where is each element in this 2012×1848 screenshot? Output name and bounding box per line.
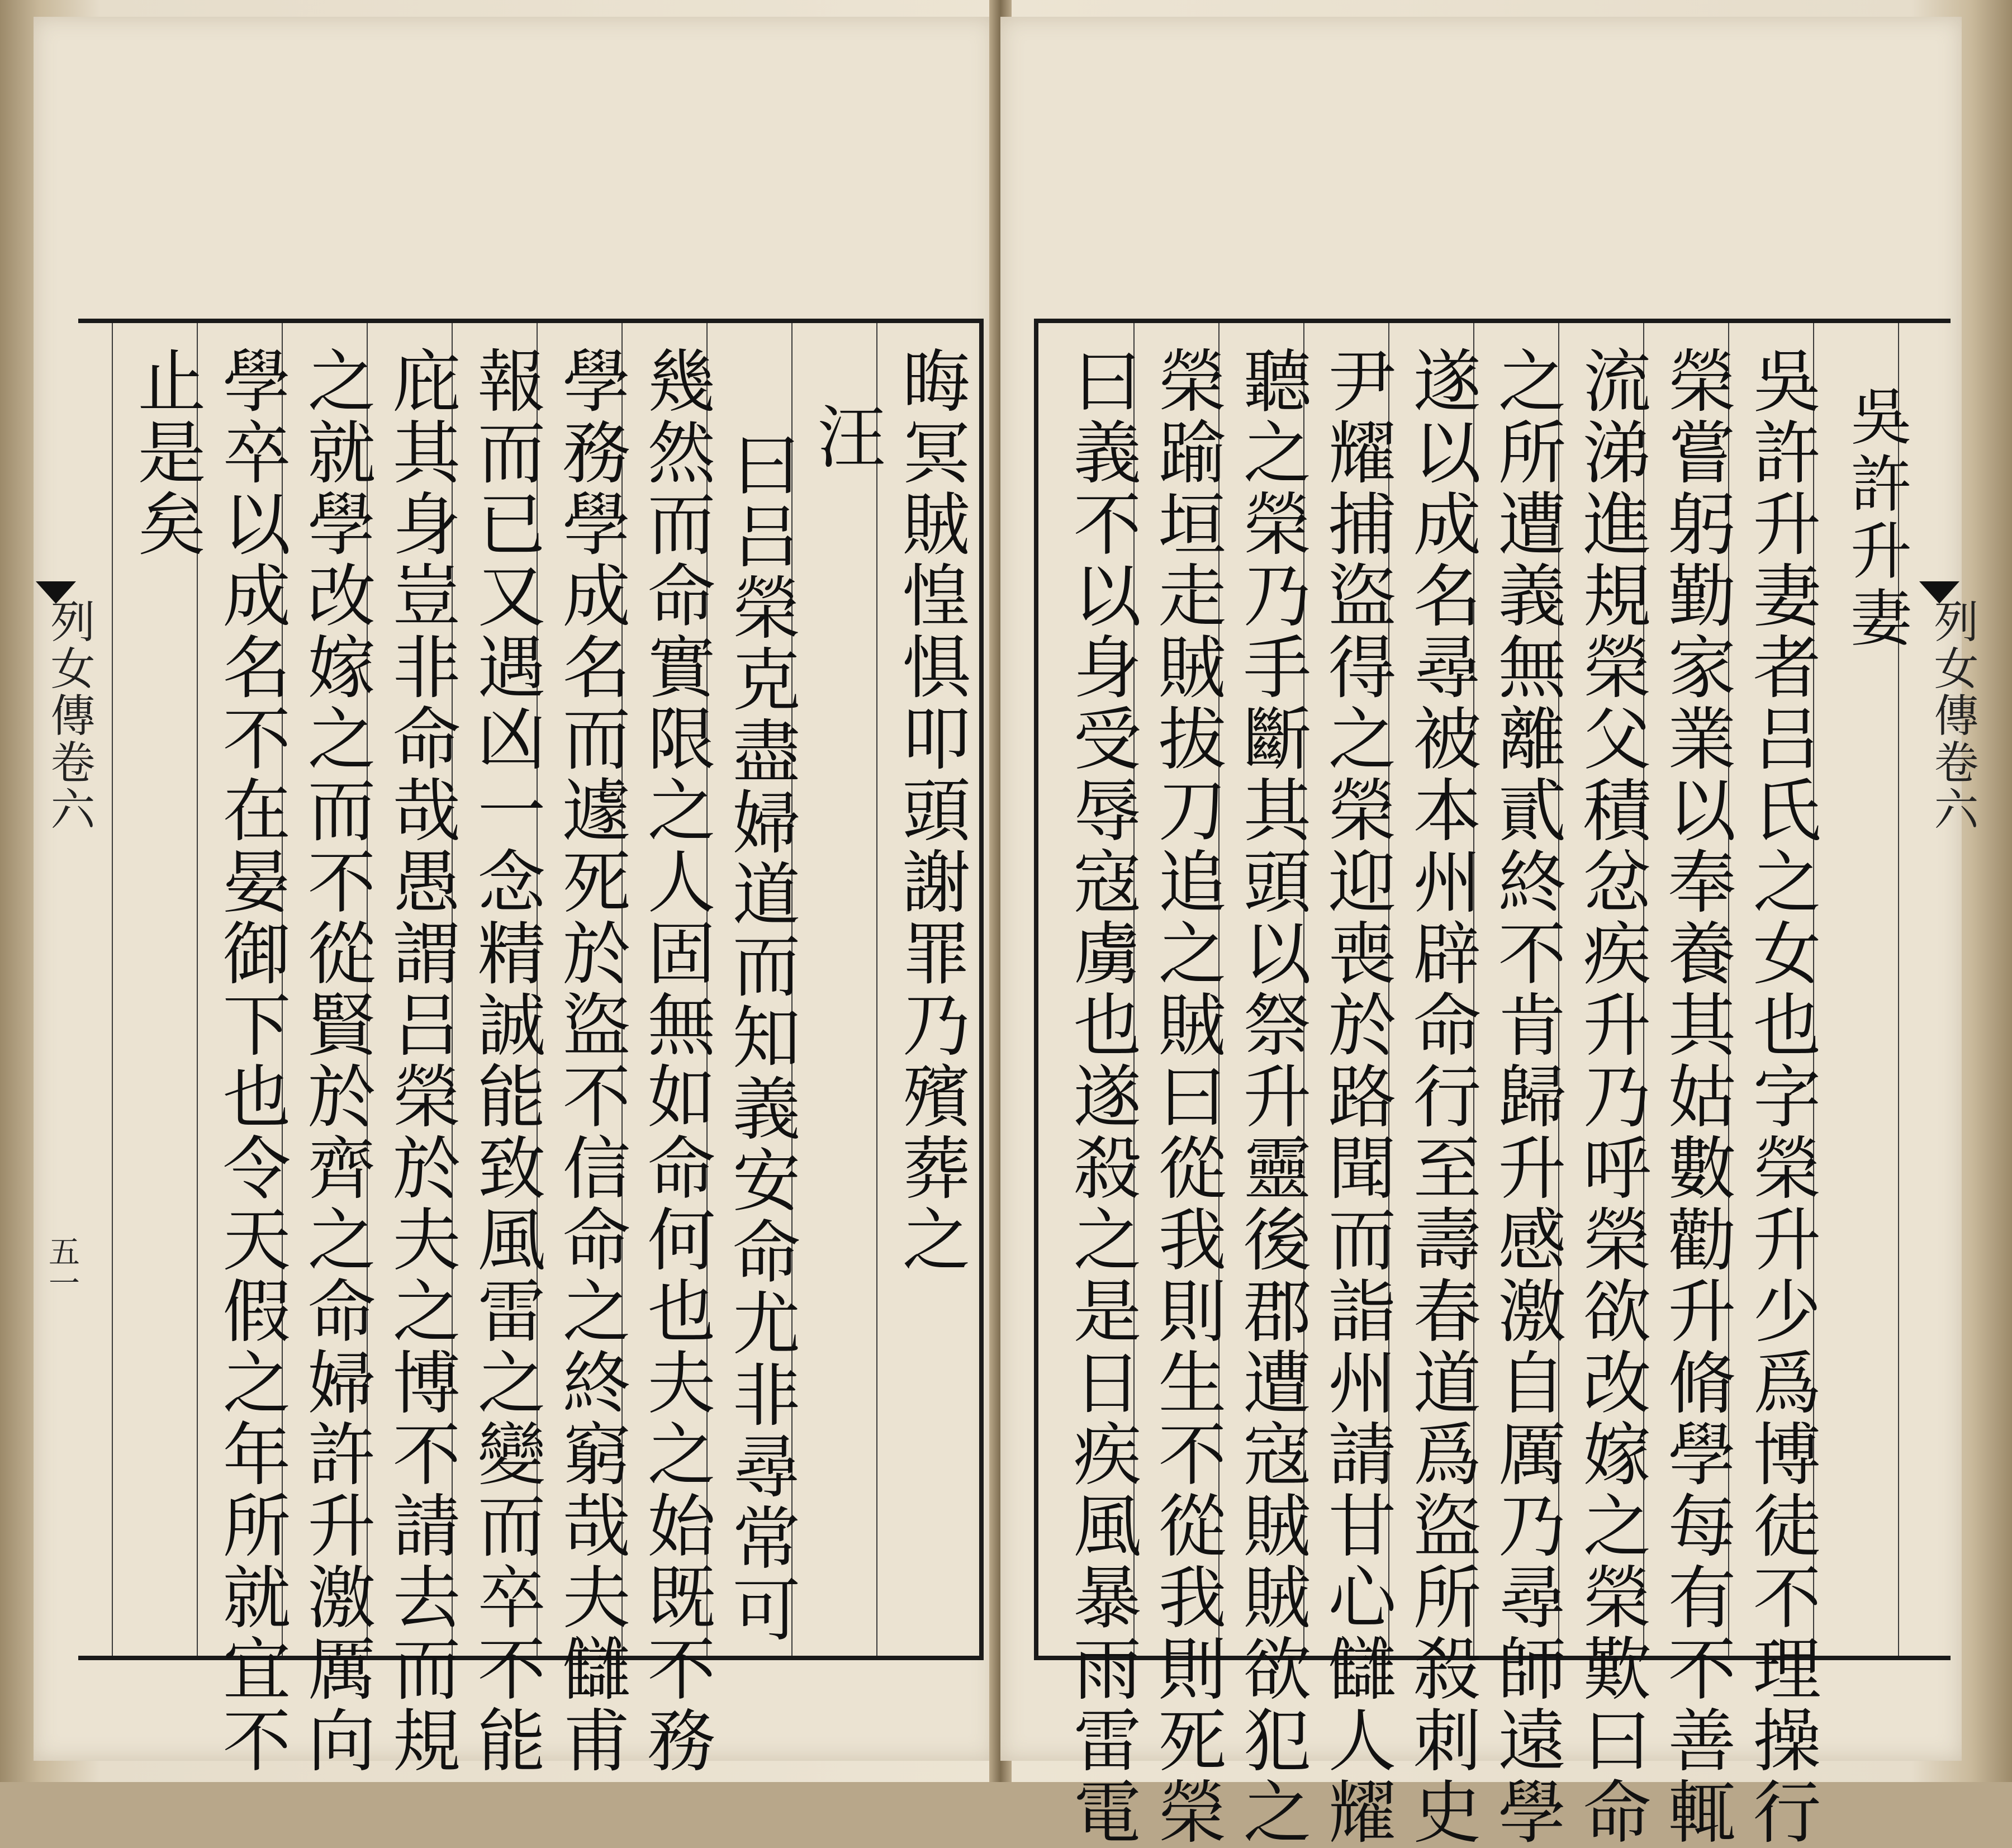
article-heading: 吳許升妻 (1840, 385, 1912, 653)
left-margin-title: 列女傳卷六 (43, 598, 95, 833)
right-column-7: 聽之榮乃手斷其頭以祭升靈後郡遭寇賊賊欲犯之 (1232, 345, 1311, 1848)
right-page-margin-strip (1917, 319, 1978, 1660)
column-rule (112, 323, 113, 1656)
left-column-7: 庇其身豈非命哉愚謂吕榮於夫之博不請去而規 (381, 345, 461, 1776)
right-column-2: 榮嘗躬勤家業以奉養其姑數勸升脩學每有不善輒 (1657, 345, 1736, 1848)
right-column-5: 遂以成名尋被本州辟命行至壽春道爲盜所殺刺史 (1402, 345, 1481, 1848)
right-column-6: 尹耀捕盜得之榮迎喪於路聞而詣州請甘心讎人耀 (1317, 345, 1396, 1848)
left-column-4: 幾然而命實限之人固無如命何也夫之始既不務 (636, 345, 715, 1776)
right-column-1: 吳許升妻者吕氏之女也字榮升少爲博徒不理操行 (1741, 345, 1821, 1848)
left-column-5: 學務學成名而遽死於盜不信命之終窮哉夫讎甫 (551, 345, 630, 1776)
left-column-6: 報而已又遇凶一念精誠能致風雷之變而卒不能 (466, 345, 545, 1776)
left-column-8: 之就學改嫁之而不從賢於齊之命婦許升激厲向 (296, 345, 376, 1776)
right-page (1000, 17, 1978, 1848)
left-column-9: 學卒以成名不在晏御下也令天假之年所就宜不 (211, 345, 291, 1776)
right-column-9: 曰義不以身受辱寇虜也遂殺之是日疾風暴雨雷電 (1062, 345, 1141, 1848)
left-column-1: 晦冥賊惶惧叩頭謝罪乃殯葬之 (891, 345, 970, 1276)
left-page-margin-strip (34, 319, 95, 1660)
right-column-3: 流涕進規榮父積忿疾升乃呼榮欲改嫁之榮歎曰命 (1572, 345, 1651, 1848)
right-margin-title: 列女傳卷六 (1926, 598, 1978, 833)
left-page (34, 17, 995, 1776)
left-text-frame (78, 319, 984, 1776)
left-column-10: 止是矣 (126, 345, 206, 560)
right-column-4: 之所遭義無離貳終不肯歸升感激自厲乃尋師遠學 (1487, 345, 1566, 1848)
right-column-8: 榮踰垣走賊拔刀追之賊曰從我則生不從我則死榮 (1147, 345, 1226, 1848)
left-column-3: 曰吕榮克盡婦道而知義安命尤非尋常可 (721, 429, 800, 1646)
left-column-2: 汪 (806, 401, 885, 473)
left-margin-page-number: 五一 (44, 1235, 80, 1298)
right-text-frame (1034, 319, 1951, 1848)
